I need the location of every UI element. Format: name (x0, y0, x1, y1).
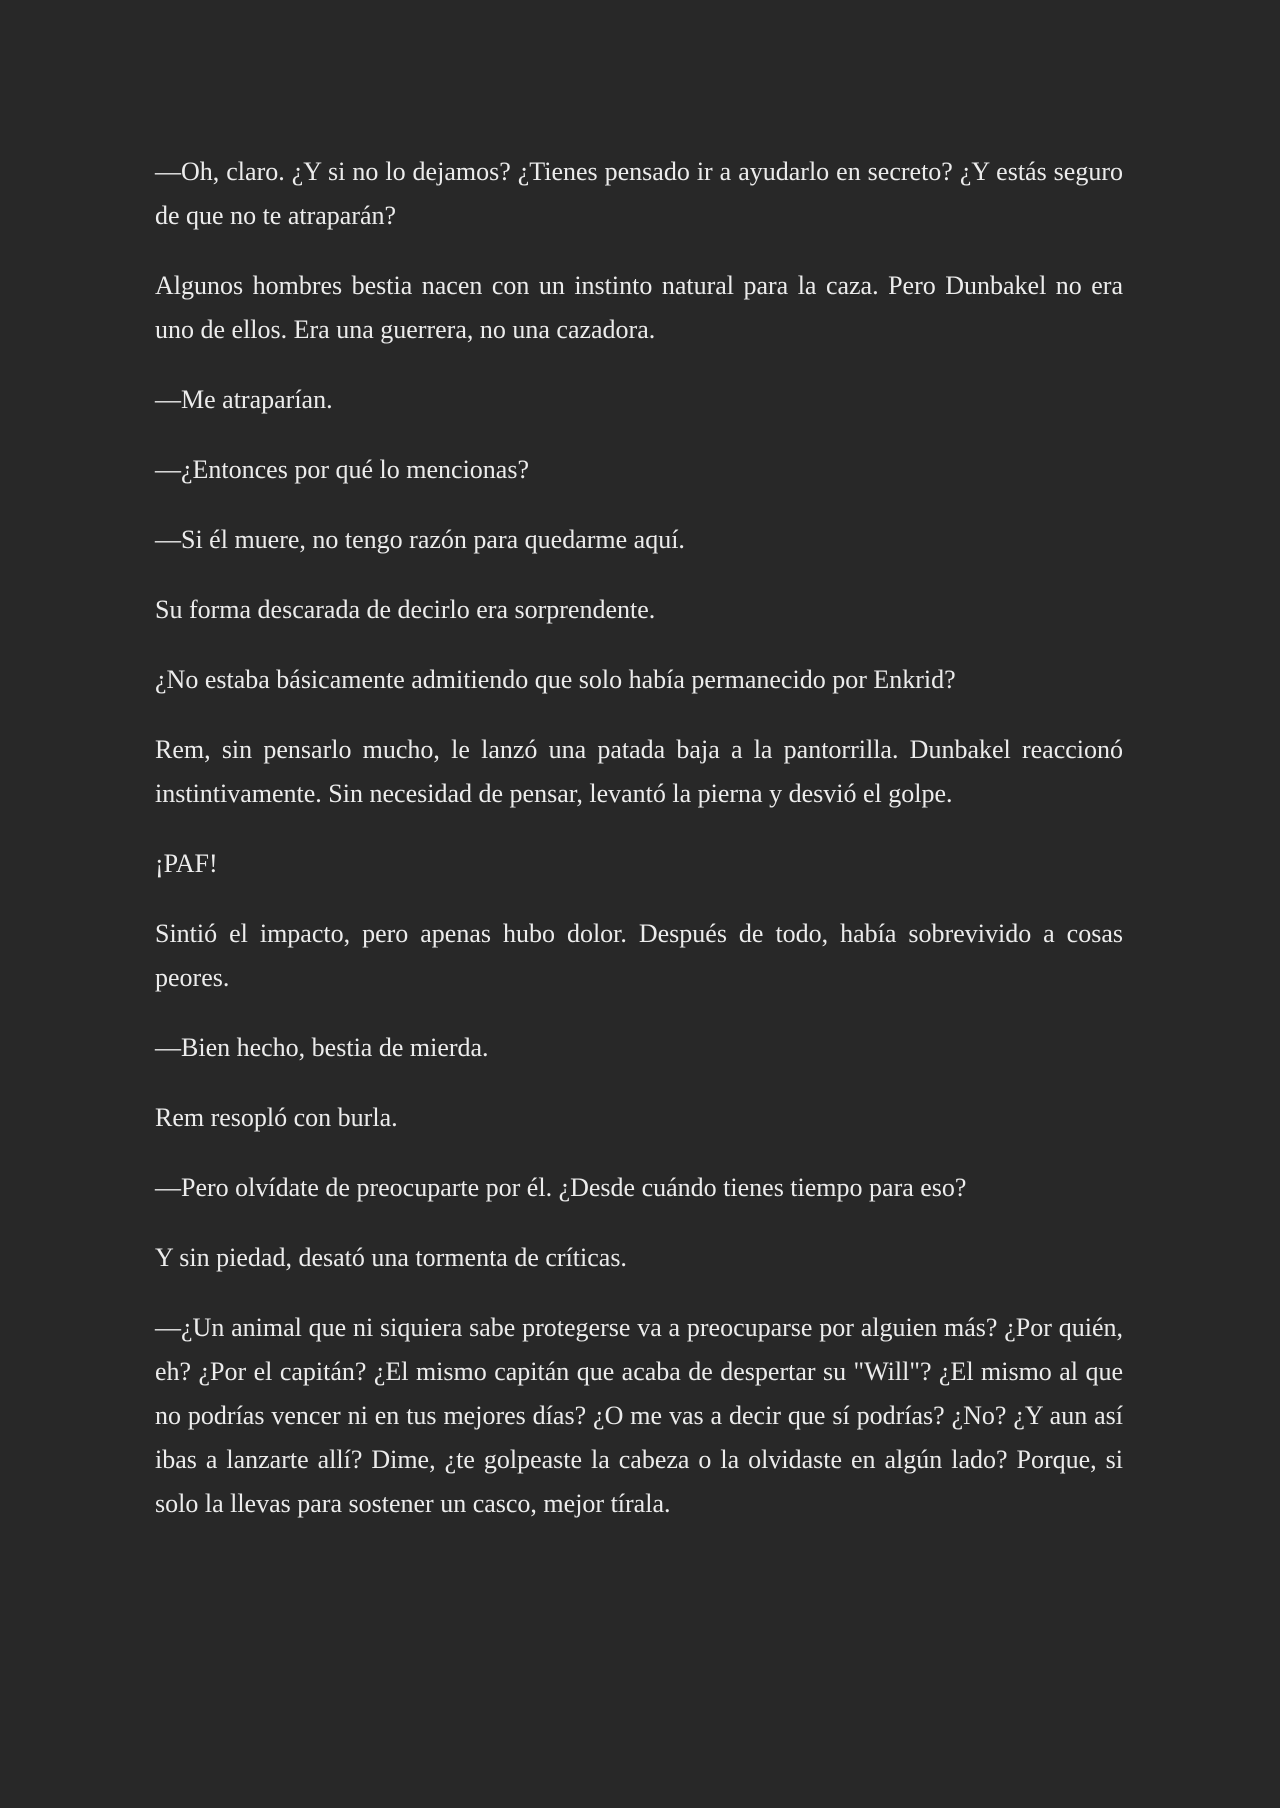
paragraph: —Me atraparían. (155, 385, 333, 414)
paragraph: Sintió el impacto, pero apenas hubo dolor. Después de todo, había sobrevivido a cosas peores. (155, 919, 1123, 992)
paragraph: Su forma descarada de decirlo era sorprendente. (155, 595, 656, 624)
paragraph: Y sin piedad, desató una tormenta de críticas. (155, 1243, 627, 1272)
paragraph: Rem resopló con burla. (155, 1103, 398, 1132)
paragraph: —¿Entonces por qué lo mencionas? (155, 455, 529, 484)
paragraph: —Oh, claro. ¿Y si no lo dejamos? ¿Tienes pensado ir a ayudarlo en secreto? ¿Y estás seguro de que no te atraparán? (155, 157, 1123, 230)
paragraph: —¿Un animal que ni siquiera sabe protegerse va a preocuparse por alguien más? ¿Por quién, eh? ¿Por el capitán? ¿El mismo capitán que acaba de despertar su "Will"? ¿El mismo al que no podrías vencer ni en tus mejores días? ¿O me vas a decir que sí podrías? ¿No? ¿Y aun así ibas a lanzarte allí? Dime, ¿te golpeaste la cabeza o la olvidaste en algún lado? Porque, si solo la llevas para sostener un casco, mejor tírala. (155, 1313, 1123, 1518)
paragraph: —Si él muere, no tengo razón para quedarme aquí. (155, 525, 685, 554)
paragraph: Rem, sin pensarlo mucho, le lanzó una patada baja a la pantorrilla. Dunbakel reaccionó instintivamente. Sin necesidad de pensar, levantó la pierna y desvió el golpe. (155, 735, 1123, 808)
document-body (155, 150, 1123, 1552)
paragraph: ¡PAF! (155, 849, 218, 878)
paragraph: Algunos hombres bestia nacen con un instinto natural para la caza. Pero Dunbakel no era uno de ellos. Era una guerrera, no una cazadora. (155, 271, 1123, 344)
paragraph: ¿No estaba básicamente admitiendo que solo había permanecido por Enkrid? (155, 665, 956, 694)
paragraph: —Pero olvídate de preocuparte por él. ¿Desde cuándo tienes tiempo para eso? (155, 1173, 967, 1202)
paragraph: —Bien hecho, bestia de mierda. (155, 1033, 489, 1062)
